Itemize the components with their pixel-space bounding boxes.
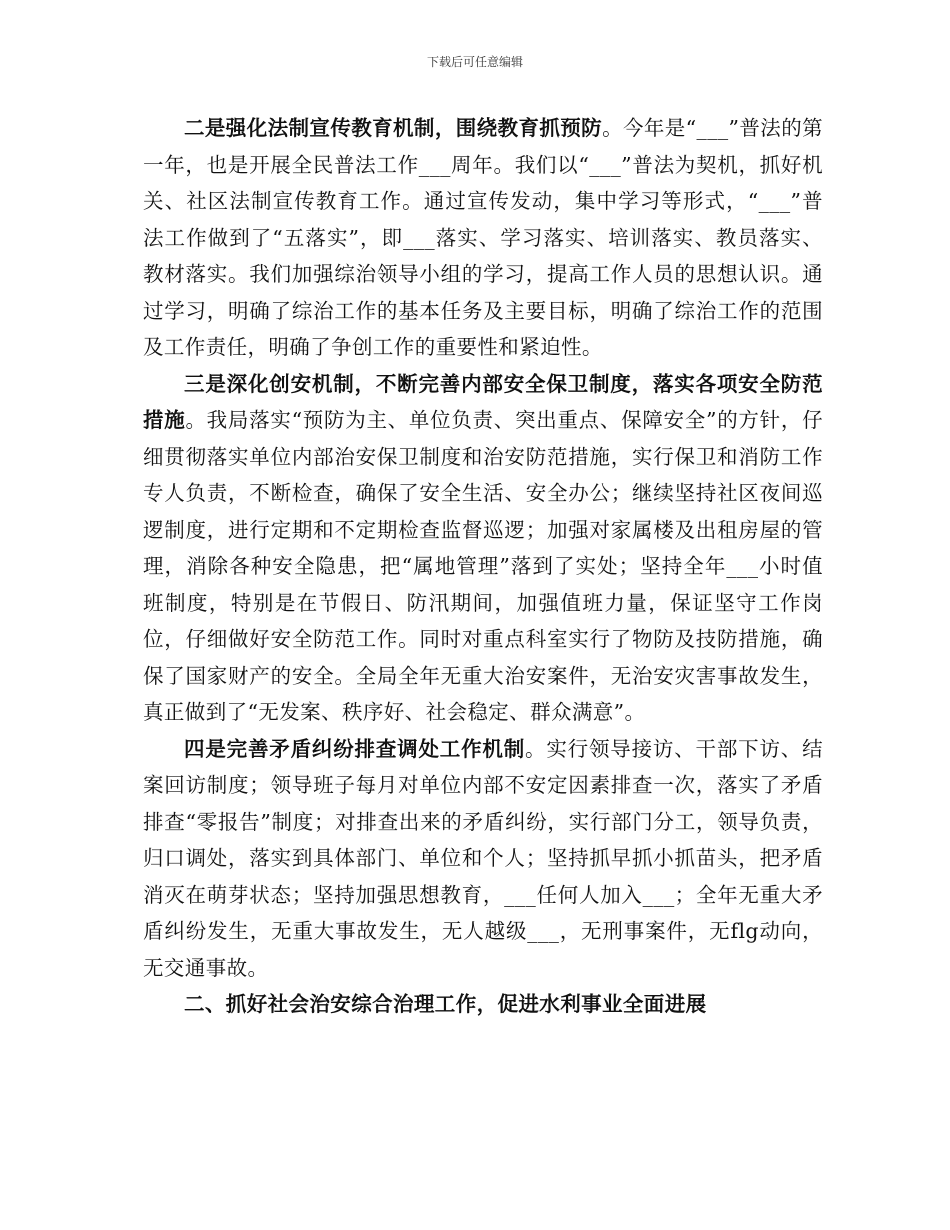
paragraph-text: 。实行领导接访、干部下访、结案回访制度；领导班子每月对单位内部不安定因素排查一次，落实了矛盾排查“零报告”制度；对排查出来的矛盾纠纷，实行部门分工，领导负责，归口调处，落实到具体部门、单位和个人；坚持抓早抓小抓苗头，把矛盾消灭在萌芽状态；坚持加强思想教育，___任何人加入___；全年无重大矛盾纠纷发生，无重大事故发生，无人越级___，无刑事案件，无flg动向，无交通事故。 [143, 736, 823, 980]
document-body [143, 110, 823, 1023]
paragraph-text: 。我局落实“预防为主、单位负责、突出重点、保障安全”的方针，仔细贯彻落实单位内部治安保卫制度和治安防范措施，实行保卫和消防工作专人负责，不断检查，确保了安全生活、安全办公；继续坚持社区夜间巡逻制度，进行定期和不定期检查监督巡逻；加强对家属楼及出租房屋的管理，消除各种安全隐患，把“属地管理”落到了实处；坚持全年___小时值班制度，特别是在节假日、防汛期间，加强值班力量，保证坚守工作岗位，仔细做好安全防范工作。同时对重点科室实行了物防及技防措施，确保了国家财产的安全。全局全年无重大治安案件，无治安灾害事故发生，真正做到了“无发案、秩序好、社会稳定、群众满意”。 [143, 408, 823, 724]
paragraph-lead: 三是深化创安机制，不断完善内部安全保卫制度，落实各项安全防范措施 [143, 371, 823, 432]
section-heading: 二、抓好社会治安综合治理工作，促进水利事业全面进展 [184, 992, 707, 1016]
paragraph-legal-education [143, 110, 823, 366]
paragraph-dispute-resolution [143, 731, 823, 987]
paragraph-lead: 二是强化法制宣传教育机制，围绕教育抓预防 [184, 116, 603, 140]
paragraph-text: 。今年是“___”普法的第一年，也是开展全民普法工作___周年。我们以“___”普法为契机，抓好机关、社区法制宣传教育工作。通过宣传发动，集中学习等形式，“___”普法工作做到了“五落实”，即___落实、学习落实、培训落实、教员落实、教材落实。我们加强综治领导小组的学习，提高工作人员的思想认识。通过学习，明确了综治工作的基本任务及主要目标，明确了综治工作的范围及工作责任，明确了争创工作的重要性和紧迫性。 [143, 116, 823, 359]
paragraph-security-mechanism [143, 366, 823, 731]
page-header: 下载后可任意编辑 [426, 55, 523, 69]
paragraph-lead: 四是完善矛盾纠纷排查调处工作机制 [184, 736, 526, 761]
